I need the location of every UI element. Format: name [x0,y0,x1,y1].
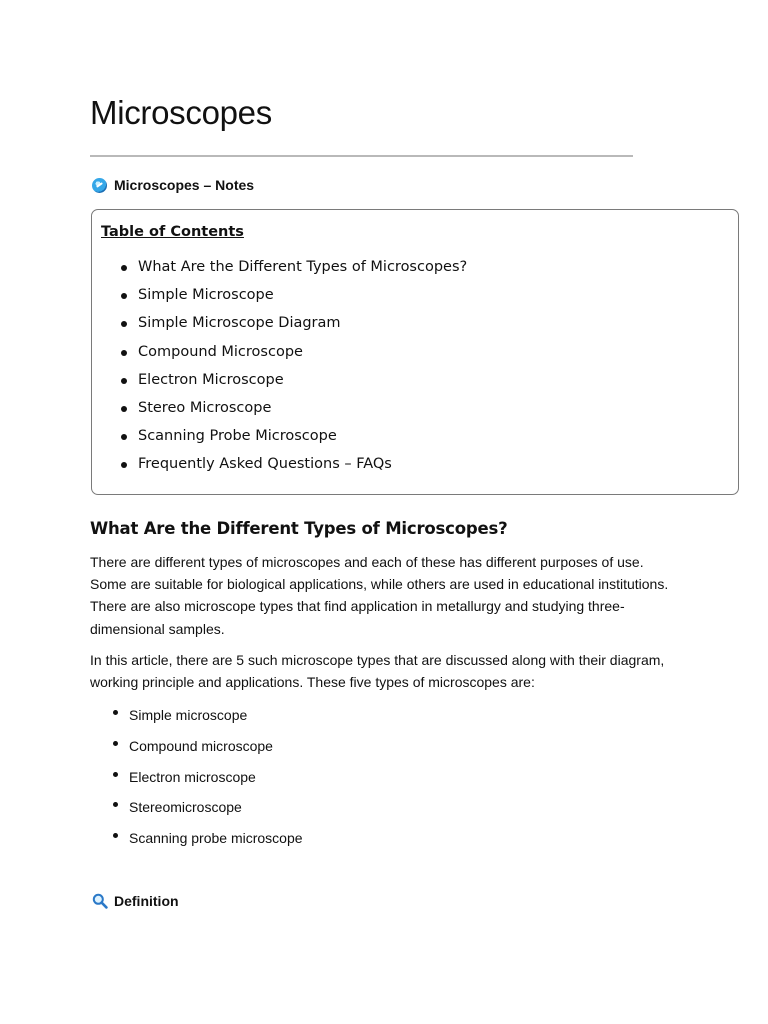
title-divider [90,155,633,157]
toc-item-types[interactable]: What Are the Different Types of Microscopes? [92,253,467,281]
microscope-types-list [90,702,303,856]
toc-item-simple-diagram[interactable]: Simple Microscope Diagram [92,309,467,337]
list-item: Scanning probe microscope [90,825,303,856]
list-item: Stereomicroscope [90,794,303,825]
toc-list [92,253,467,479]
table-of-contents [91,209,739,495]
toc-item-compound-microscope[interactable]: Compound Microscope [92,338,467,366]
notes-label: Microscopes – Notes [114,177,255,193]
notes-label-row [92,177,254,193]
magnifier-icon [92,893,108,909]
list-item: Simple microscope [90,702,303,733]
section-heading: What Are the Different Types of Microscopes? [90,519,508,538]
toc-item-simple-microscope[interactable]: Simple Microscope [92,281,467,309]
list-item: Electron microscope [90,764,303,795]
toc-item-scanning-probe-microscope[interactable]: Scanning Probe Microscope [92,422,467,450]
toc-item-stereo-microscope[interactable]: Stereo Microscope [92,394,467,422]
definition-label-row [92,893,179,909]
article-paragraph: In this article, there are 5 such microscope types that are discussed along with their diagram, working principle and applications. These five types of microscopes are: [90,652,665,691]
intro-paragraph: There are different types of microscopes and each of these has different purposes of use. Some are suitable for biological applications, while others are used in educational institutions. There are also microscope types that find application in metallurgy and studying three-dimensional samples. [90,554,669,637]
toc-item-electron-microscope[interactable]: Electron Microscope [92,366,467,394]
definition-label: Definition [114,893,179,909]
toc-item-faqs[interactable]: Frequently Asked Questions – FAQs [92,450,467,478]
page-title: Microscopes [90,94,272,131]
globe-icon [92,178,107,193]
list-item: Compound microscope [90,733,303,764]
toc-heading: Table of Contents [101,224,244,240]
